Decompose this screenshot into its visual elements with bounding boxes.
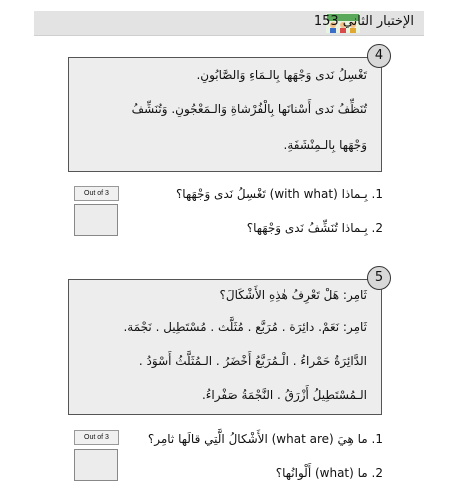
score-label: Out of 3 bbox=[74, 430, 119, 445]
question-2: 2. بِـماذا تُنَشِّفُ نَدى وَجْهَها؟ bbox=[246, 221, 383, 235]
page-header bbox=[34, 11, 424, 36]
score-input-box[interactable] bbox=[74, 449, 118, 481]
question-2: 2. ما (what) أَلْوانُها؟ bbox=[275, 466, 383, 480]
reading-passage-5 bbox=[68, 279, 382, 415]
reading-passage-4 bbox=[68, 57, 382, 172]
score-label: Out of 3 bbox=[74, 186, 119, 201]
passage-line: الدَّائِرَةُ حَمْراءُ . الْـمُرَبَّعُ أَخْضَرُ . الـمُثَلَّثُ أَسْوَدُ . bbox=[138, 354, 367, 368]
passage-line: الـمُسْتَطِيلُ أَزْرَقُ . النَّجْمَةُ صَفْراءُ. bbox=[201, 388, 367, 402]
passage-line: تَغْسِلُ نَدى وَجْهَها بِالـمَاءِ وَالصَّابُونِ. bbox=[196, 68, 367, 82]
page-title: الإختبار الثاني 153 bbox=[313, 14, 414, 29]
question-1: 1. بِـماذا (with what) تَغْسِلُ نَدى وَجْهَها؟ bbox=[175, 187, 383, 201]
passage-line: وَجْهَها بِالـمِنْشَفَةِ. bbox=[283, 138, 367, 152]
question-1: 1. ما هِيَ (what are) الأَشْكالُ الَّتِي قالَها ثامِر؟ bbox=[147, 432, 383, 446]
passage-line: تُنَظِّفُ نَدى أَسْنانَها بِالْفُرْشاةِ وَالـمَعْجُونِ. وَتُنَشِّفُ bbox=[131, 102, 367, 116]
passage-line: ثَامِر: هَلْ تَعْرِفُ هٰذِهِ الأَشْكَالَ؟ bbox=[219, 288, 367, 302]
score-input-box[interactable] bbox=[74, 204, 118, 236]
passage-line: ثَامِر: نَعَمْ. دائِرَة . مُرَبَّع . مُثَلَّث . مُسْتَطِيل . نَجْمَة. bbox=[123, 320, 367, 334]
section-number-badge: 5 bbox=[367, 266, 391, 290]
section-number-badge: 4 bbox=[367, 44, 391, 68]
